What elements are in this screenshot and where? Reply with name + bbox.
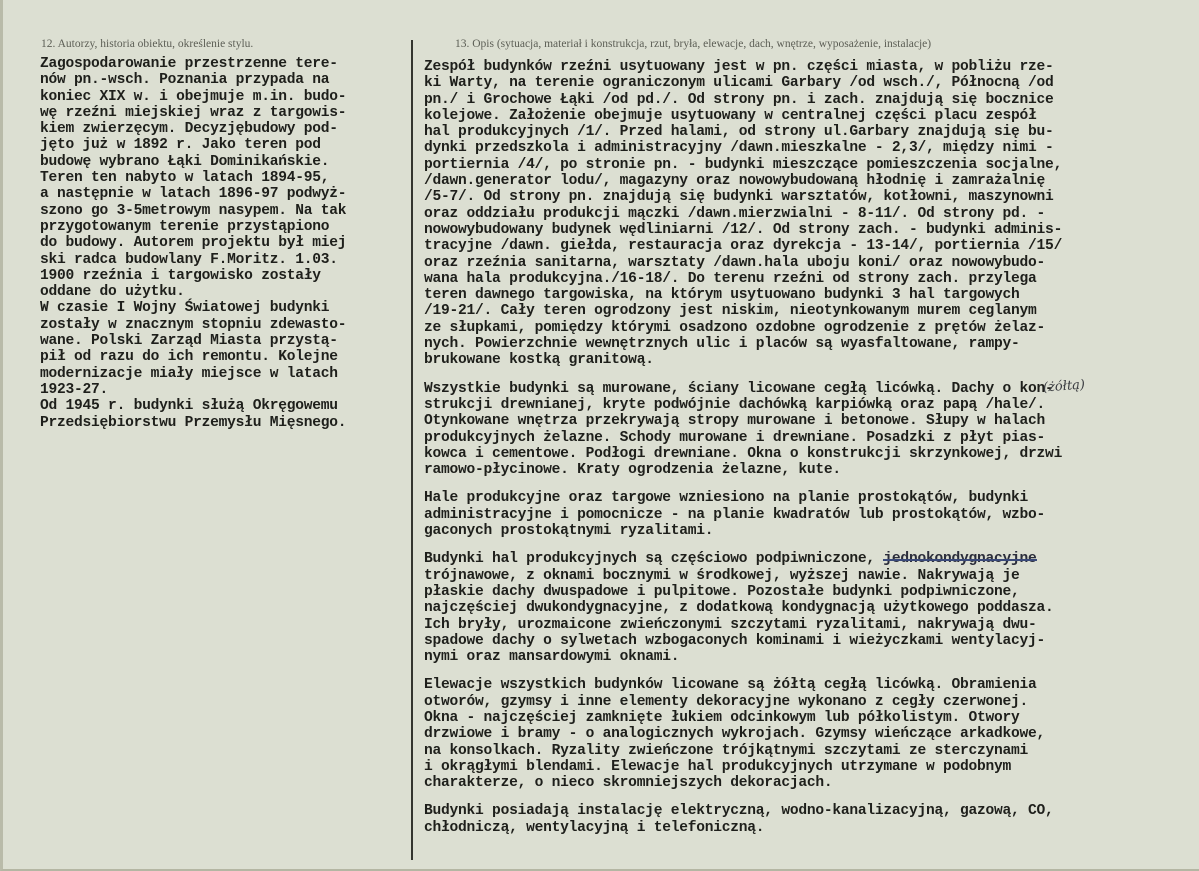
history-line: Przedsiębiorstwu Przemysłu Mięsnego.: [40, 414, 347, 431]
struck-out-word: jednokondygnacyjne: [883, 551, 1037, 568]
history-line: Zagospodarowanie przestrzenne tere-: [40, 56, 338, 72]
description-line: Ich bryły, urozmaicone zwieńczonymi szczytami ryzalitami, nakrywają dwu-: [424, 616, 1037, 633]
description-line: nych. Powierzchnie wewnętrznych ulic i placów są wyasfaltowane, rampy-: [424, 336, 1020, 353]
description-line: trójnawowe, z oknami bocznymi w środkowej, wyższej nawie. Nakrywają je: [424, 567, 1020, 584]
description-line: ki Warty, na terenie ograniczonym ulicami Garbary /od wsch./, Północną /od: [424, 75, 1054, 92]
history-line: Teren ten nabyto w latach 1894-95,: [40, 170, 330, 187]
description-line: Hale produkcyjne oraz targowe wzniesiono na planie prostokątów, budynki: [424, 490, 1029, 507]
paragraph-gap: [424, 539, 1199, 551]
history-line: jęto już w 1892 r. Jako teren pod: [40, 137, 321, 154]
history-line: kiem zwierzęcym. Decyzjębudowy pod-: [40, 121, 338, 138]
description-line: płaskie dachy dwuspadowe i pulpitowe. Pozostałe budynki podpiwniczone,: [424, 583, 1020, 600]
description-paragraph: [424, 677, 1199, 791]
history-line: Od 1945 r. budynki służą Okręgowemu: [40, 398, 338, 415]
description-line: /5-7/. Od strony pn. znajdują się budynki warsztatów, kotłowni, maszynowni: [424, 189, 1054, 206]
paragraph-gap: [424, 665, 1199, 677]
column-divider: [411, 40, 413, 860]
description-line: portiernia /4/, po stronie pn. - budynki mieszczące pomieszczenia socjalne,: [424, 156, 1063, 173]
history-line: koniec XIX w. i obejmuje m.in. budo-: [40, 88, 347, 105]
section-12-header: 12. Autorzy, historia obiektu, określenie stylu.: [41, 38, 254, 50]
description-line: Wszystkie budynki są murowane, ściany licowane cegłą licówką. Dachy o kon-: [424, 380, 1054, 397]
description-line: tracyjne /dawn. giełda, restauracja oraz dyrekcja - 13-14/, portiernia /15/: [424, 238, 1063, 255]
history-line: a następnie w latach 1896-97 podwyż-: [40, 186, 347, 203]
description-line: Zespół budynków rzeźni usytuowany jest w pn. części miasta, w pobliżu rze-: [424, 59, 1054, 75]
history-line: 1900 rzeźnia i targowisko zostały: [40, 267, 321, 284]
paragraph-gap: [424, 478, 1199, 490]
description-paragraph: [424, 381, 1199, 479]
history-line: budowę wybrano Łąki Dominikańskie.: [40, 153, 330, 170]
description-line: administracyjne i pomocnicze - na planie kwadratów lub prostokątów, wzbo-: [424, 506, 1046, 523]
description-line: spadowe dachy o sylwetach wzbogaconych kominami i wieżyczkami wentylacyj-: [424, 632, 1046, 649]
description-line: charakterze, o nieco skromniejszych dekoracjach.: [424, 775, 833, 792]
description-line: pn./ i Grochowe Łąki /od pd./. Od strony pn. i zach. znajdują się bocznice: [424, 91, 1054, 108]
description-line: Budynki hal produkcyjnych są częściowo podpiwniczone, jednokondygnacyjne: [424, 551, 1037, 568]
history-line: przygotowanym terenie przystąpiono: [40, 218, 330, 235]
description-line: Otynkowane wnętrza przekrywają stropy murowane i betonowe. Słupy w halach: [424, 413, 1046, 430]
description-paragraph: [424, 551, 1199, 665]
description-line: hal produkcyjnych /1/. Przed halami, od strony ul.Garbary znajdują się bu-: [424, 124, 1054, 141]
description-line: teren dawnego targowiska, na którym usytuowano budynki 3 hal targowych: [424, 287, 1020, 304]
description-line: Okna - najczęściej zamknięte łukiem odcinkowym lub półkolistym. Otwory: [424, 709, 1020, 726]
description-line: brukowane kostką granitową.: [424, 352, 654, 369]
description-paragraph: [424, 59, 1199, 369]
description-line: chłodniczą, wentylacyjną i telefoniczną.: [424, 819, 765, 836]
history-line: 1923-27.: [40, 381, 109, 398]
history-text: [40, 56, 410, 431]
description-line: /19-21/. Cały teren ogrodzony jest niskim, nieotynkowanym murem ceglanym: [424, 303, 1037, 320]
description-line: produkcyjnych żelazne. Schody murowane i drewniane. Posadzki z płyt pias-: [424, 429, 1046, 446]
description-line: na konsolkach. Ryzality zwieńczone trójkątnymi szczytami ze sterczynami: [424, 742, 1029, 759]
description-text: [424, 59, 1199, 836]
description-line: strukcji drewnianej, kryte podwójnie dachówką karpiówką oraz papą /hale/.: [424, 396, 1046, 413]
description-line: oraz oddziału produkcji mączki /dawn.mierzwialni - 8-11/. Od strony pd. -: [424, 205, 1046, 222]
section-13-header: 13. Opis (sytuacja, materiał i konstrukcja, rzut, bryła, elewacje, dach, wnętrze, wyposażenie, instalacje): [455, 38, 932, 50]
history-line: modernizacje miały miejsce w latach: [40, 365, 338, 382]
description-line: najczęściej dwukondygnacyjne, z dodatkową kondygnacją użytkowego poddasza.: [424, 600, 1054, 617]
description-paragraph: [424, 490, 1199, 539]
description-line: dynki przedszkola i administracyjny /dawn.mieszkalne - 2,3/, między nimi -: [424, 140, 1054, 157]
description-line: nymi oraz mansardowymi oknami.: [424, 649, 680, 666]
history-line: wane. Polski Zarząd Miasta przystą-: [40, 333, 338, 350]
history-line: oddane do użytku.: [40, 284, 185, 301]
description-line: oraz rzeźnia sanitarna, warsztaty /dawn.hala uboju koni/ oraz nowowybudo-: [424, 254, 1046, 271]
description-line: wana hala produkcyjna./16-18/. Do terenu rzeźni od strony zach. przylega: [424, 270, 1037, 287]
paragraph-gap: [424, 791, 1199, 803]
description-line: Elewacje wszystkich budynków licowane są żółtą cegłą licówką. Obramienia: [424, 677, 1037, 694]
history-line: pił od razu do ich remontu. Kolejne: [40, 349, 338, 366]
description-line: ramowo-płycinowe. Kraty ogrodzenia żelazne, kute.: [424, 462, 841, 479]
history-line: wę rzeźni miejskiej wraz z targowis-: [40, 104, 347, 121]
description-line: kolejowe. Założenie obejmuje usytuowany w centralnej części placu zespół: [424, 107, 1037, 124]
history-line: nów pn.-wsch. Poznania przypada na: [40, 72, 330, 89]
description-line: otworów, gzymsy i inne elementy dekoracyjne wykonano z cegły czerwonej.: [424, 693, 1029, 710]
description-line: Budynki posiadają instalację elektryczną, wodno-kanalizacyjną, gazową, CO,: [424, 803, 1054, 820]
history-line: zostały w znacznym stopniu zdewasto-: [40, 316, 347, 333]
description-line: nowowybudowany budynek wędliniarni /12/. Od strony zach. - budynki adminis-: [424, 221, 1063, 238]
description-line: drzwiowe i bramy - o analogicznych wykrojach. Gzymsy wieńczące arkadkowe,: [424, 726, 1046, 743]
history-line: do budowy. Autorem projektu był miej: [40, 235, 347, 252]
history-line: szono go 3-5metrowym nasypem. Na tak: [40, 202, 347, 219]
description-line: gaconych prostokątnymi ryzalitami.: [424, 523, 714, 540]
description-paragraph: [424, 803, 1199, 836]
history-line: ski radca budowlany F.Moritz. 1.03.: [40, 251, 338, 268]
handwritten-note: (żółtą): [1042, 377, 1086, 396]
description-line: kowca i cementowe. Podłogi drewniane. Okna o konstrukcji skrzynkowej, drzwi: [424, 445, 1063, 462]
description-line: i okrągłymi blendami. Elewacje hal produkcyjnych utrzymane w podobnym: [424, 758, 1012, 775]
history-line: W czasie I Wojny Światowej budynki: [40, 300, 330, 317]
description-line: /dawn.generator lodu/, magazyny oraz nowowybudowaną hłodnię i zamrażalnię: [424, 173, 1046, 190]
description-line: ze słupkami, pomiędzy którymi osadzono ozdobne ogrodzenie z prętów żelaz-: [424, 319, 1046, 336]
